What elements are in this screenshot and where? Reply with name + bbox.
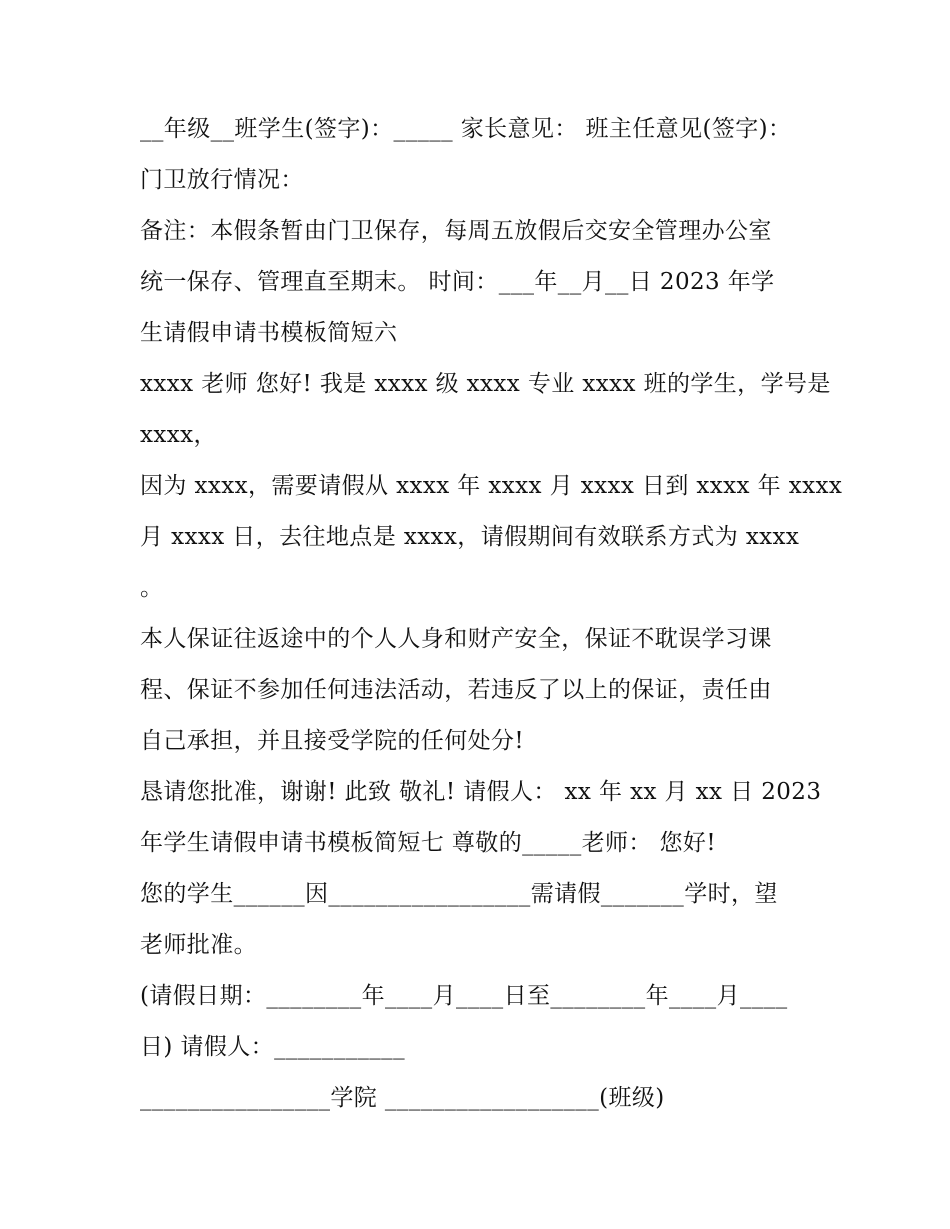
text-line-2: 门卫放行情况： <box>140 167 304 193</box>
text-line-4: 统一保存、管理直至期末。 时间：___年__月__日 2023 年学 <box>140 269 775 295</box>
text-line-5: 生请假申请书模板简短六 <box>140 320 398 346</box>
text-line-10: 。 <box>140 575 164 601</box>
text-line-12: 程、保证不参加任何违法活动，若违反了以上的保证，责任由 <box>140 677 772 703</box>
text-line-1: __年级__班学生(签字)：_____ 家长意见： 班主任意见(签字)： <box>140 116 792 142</box>
text-line-19: 日) 请假人：___________ <box>140 1034 405 1060</box>
text-line-20: ________________学院 __________________(班级) <box>140 1085 665 1111</box>
text-line-7: xxxx， <box>140 422 217 448</box>
document-body <box>140 104 843 1124</box>
text-line-13: 自己承担，并且接受学院的任何处分! <box>140 728 525 754</box>
text-line-8: 因为 xxxx，需要请假从 xxxx 年 xxxx 月 xxxx 日到 xxxx 年 xxxx <box>140 473 843 499</box>
text-line-9: 月 xxxx 日，去往地点是 xxxx，请假期间有效联系方式为 xxxx <box>140 524 800 550</box>
text-line-15: 年学生请假申请书模板简短七 尊敬的_____老师： 您好! <box>140 830 716 856</box>
text-line-16: 您的学生______因_________________需请假_______学时，望 <box>140 881 778 907</box>
text-line-6: xxxx 老师 您好! 我是 xxxx 级 xxxx 专业 xxxx 班的学生，学号是 <box>140 371 831 397</box>
text-line-17: 老师批准。 <box>140 932 257 958</box>
text-line-18: (请假日期：________年____月____日至________年____月____ <box>140 983 788 1009</box>
text-line-3: 备注：本假条暂由门卫保存，每周五放假后交安全管理办公室 <box>140 218 772 244</box>
text-line-11: 本人保证往返途中的个人人身和财产安全，保证不耽误学习课 <box>140 626 772 652</box>
text-line-14: 恳请您批准，谢谢! 此致 敬礼! 请假人： xx 年 xx 月 xx 日 2023 <box>140 779 822 805</box>
